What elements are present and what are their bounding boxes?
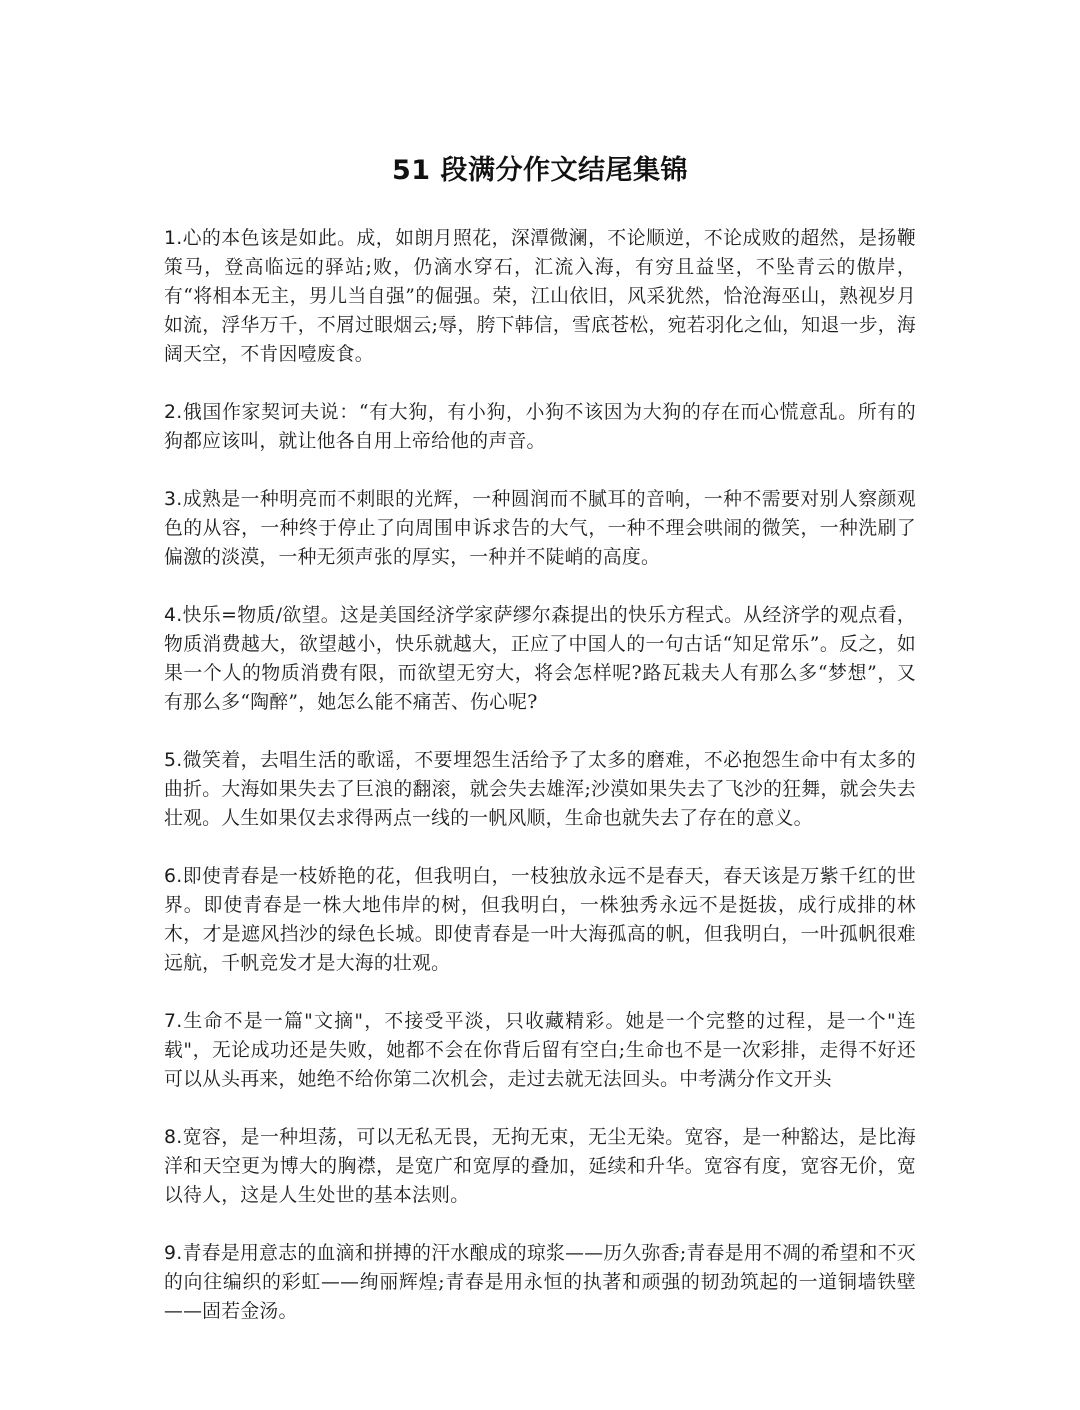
paragraph-number: 7. — [164, 1011, 183, 1032]
paragraph-text: 心的本色该是如此。成，如朗月照花，深潭微澜，不论顺逆，不论成败的超然，是扬鞭策马，登高临远的驿站;败，仍滴水穿石，汇流入海，有穷且益坚，不坠青云的傲岸，有“将相本无主，男儿当自强”的倔强。荣，江山依旧，风采犹然，恰沧海巫山，熟视岁月如流，浮华万千，不屑过眼烟云;辱，胯下韩信，雪底苍松，宛若羽化之仙，知退一步，海阔天空，不肯因噎废食。 — [164, 228, 916, 365]
paragraph-number: 4. — [164, 605, 183, 626]
paragraph-text: 微笑着，去唱生活的歌谣，不要埋怨生活给予了太多的磨难，不必抱怨生命中有太多的曲折。大海如果失去了巨浪的翻滚，就会失去雄浑;沙漠如果失去了飞沙的狂舞，就会失去壮观。人生如果仅去求得两点一线的一帆风顺，生命也就失去了存在的意义。 — [164, 750, 916, 829]
paragraph-2 — [164, 398, 916, 456]
paragraph-number: 8. — [164, 1127, 183, 1148]
paragraph-7 — [164, 1007, 916, 1094]
paragraph-list — [164, 224, 916, 1355]
paragraph-text: 快乐=物质/欲望。这是美国经济学家萨缪尔森提出的快乐方程式。从经济学的观点看，物质消费越大，欲望越小，快乐就越大，正应了中国人的一句古话“知足常乐”。反之，如果一个人的物质消费有限，而欲望无穷大，将会怎样呢?路瓦栽夫人有那么多“梦想”，又有那么多“陶醉”，她怎么能不痛苦、伤心呢? — [164, 605, 916, 713]
paragraph-number: 2. — [164, 402, 183, 423]
paragraph-1 — [164, 224, 916, 369]
paragraph-number: 1. — [164, 228, 183, 249]
paragraph-4 — [164, 601, 916, 717]
paragraph-8 — [164, 1123, 916, 1210]
paragraph-text: 即使青春是一枝娇艳的花，但我明白，一枝独放永远不是春天，春天该是万紫千红的世界。即使青春是一株大地伟岸的树，但我明白，一株独秀永远不是挺拔，成行成排的林木，才是遮风挡沙的绿色长城。即使青春是一叶大海孤高的帆，但我明白，一叶孤帆很难远航，千帆竞发才是大海的壮观。 — [164, 866, 916, 974]
paragraph-number: 9. — [164, 1243, 183, 1264]
paragraph-text: 宽容，是一种坦荡，可以无私无畏，无拘无束，无尘无染。宽容，是一种豁达，是比海洋和天空更为博大的胸襟，是宽广和宽厚的叠加，延续和升华。宽容有度，宽容无价，宽以待人，这是人生处世的基本法则。 — [164, 1127, 916, 1206]
paragraph-3 — [164, 485, 916, 572]
paragraph-text: 青春是用意志的血滴和拼搏的汗水酿成的琼浆——历久弥香;青春是用不凋的希望和不灭的向往编织的彩虹——绚丽辉煌;青春是用永恒的执著和顽强的韧劲筑起的一道铜墙铁壁——固若金汤。 — [164, 1243, 916, 1322]
paragraph-6 — [164, 862, 916, 978]
paragraph-5 — [164, 746, 916, 833]
paragraph-text: 俄国作家契诃夫说：“有大狗，有小狗，小狗不该因为大狗的存在而心慌意乱。所有的狗都应该叫，就让他各自用上帝给他的声音。 — [164, 402, 916, 452]
paragraph-number: 5. — [164, 750, 183, 771]
paragraph-text: 成熟是一种明亮而不刺眼的光辉，一种圆润而不腻耳的音响，一种不需要对别人察颜观色的从容，一种终于停止了向周围申诉求告的大气，一种不理会哄闹的微笑，一种洗刷了偏激的淡漠，一种无须声张的厚实，一种并不陡峭的高度。 — [164, 489, 916, 568]
document-title: 51 段满分作文结尾集锦 — [392, 155, 688, 186]
paragraph-text: 生命不是一篇"文摘"，不接受平淡，只收藏精彩。她是一个完整的过程，是一个"连载"，无论成功还是失败，她都不会在你背后留有空白;生命也不是一次彩排，走得不好还可以从头再来，她绝不给你第二次机会，走过去就无法回头。中考满分作文开头 — [164, 1011, 916, 1090]
paragraph-9 — [164, 1239, 916, 1326]
paragraph-number: 3. — [164, 489, 183, 510]
paragraph-number: 6. — [164, 866, 183, 887]
